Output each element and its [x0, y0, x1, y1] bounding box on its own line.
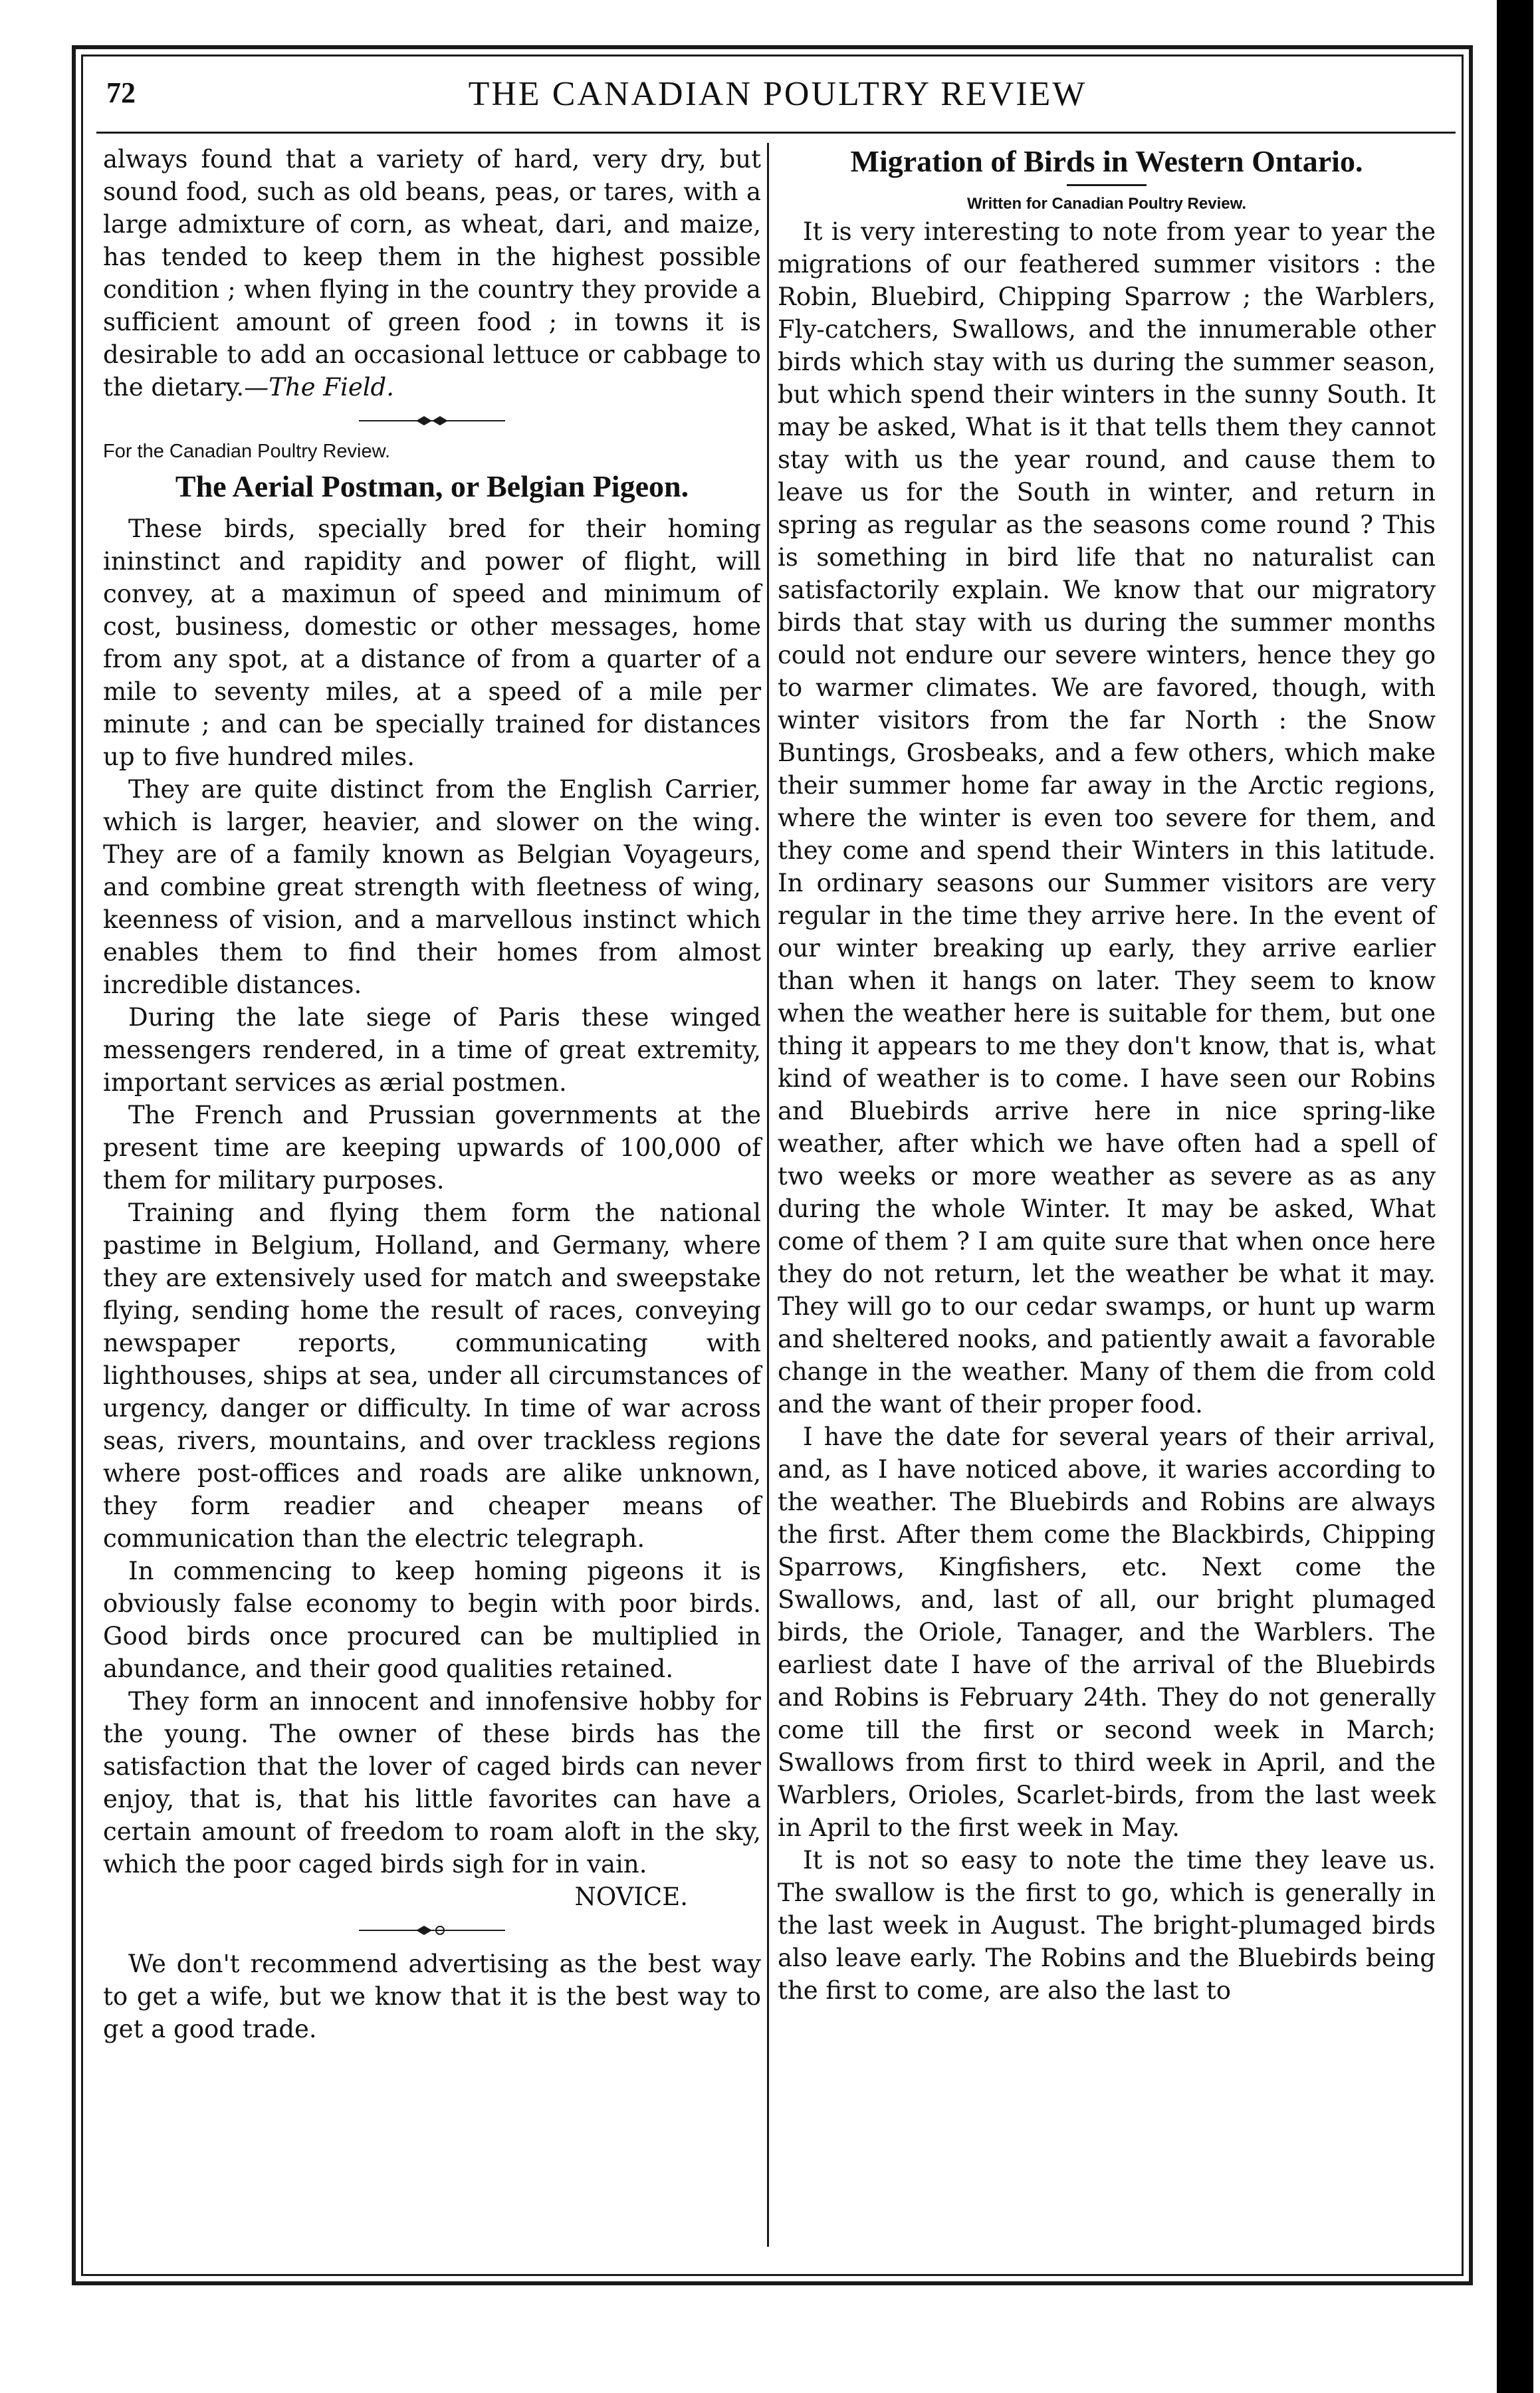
written-for-note: Written for Canadian Poultry Review.	[966, 195, 1247, 213]
right-column	[778, 143, 1436, 2007]
article-paragraph: It is very interesting to note from year to year the migrations of our feathered summer visitors : the Robin, Bluebird, Chipping Sparrow ; the Warblers, Fly-catchers, Swallows, and the innumerable other birds which stay with us during the summer season, but which spend their winters in the sunny South. It may be asked, What is it that tells them they cannot stay with us the year round, and cause them to leave us for the South in winter, and return in spring as regular as the seasons come round ? This is something in bird life that no naturalist can satisfactorily explain. We know that our migratory birds that stay with us during the summer months could not endure our severe winters, hence they go to warmer climates. We are favored, though, with winter visitors from the far North : the Snow Buntings, Grosbeaks, and a few others, which make their summer home far away in the Arctic regions, where the winter is even too severe for them, and they come and spend their Winters in this latitude. In ordinary seasons our Summer visitors are very regular in the time they arrive here. In the event of our winter breaking up early, they arrive earlier than when it hangs on later. They seem to know when the weather here is suitable for them, but one thing it appears to me they don't know, that is, what kind of weather is to come. I have seen our Robins and Bluebirds arrive here in nice spring-like weather, after which we have often had a spell of two weeks or more weather as severe as as any during the whole Winter. It may be asked, What come of them ? I am quite sure that when once here they do not return, let the weather be what it may. They will go to our cedar swamps, or hunt up warm and sheltered nooks, and patiently await a favorable change in the weather. Many of them die from cold and the want of their proper food.	[778, 217, 1436, 1419]
article-paragraph: The French and Prussian governments at the present time are keeping upwards of 100,000 of them for military purposes.	[103, 1101, 761, 1195]
left-column	[103, 143, 761, 2045]
article-title: Migration of Birds in Western Ontario.	[850, 144, 1363, 178]
publication-title: THE CANADIAN POULTRY REVIEW	[468, 75, 1087, 113]
page-header	[96, 66, 1459, 126]
closing-note: We don't recommend advertising as the best way to get a wife, but we know that it is the best way to get a good trade.	[103, 1950, 761, 2043]
continued-source: —The Field.	[244, 373, 394, 401]
article-paragraph: During the late siege of Paris these winged messengers rendered, in a time of great extremity, important services as ærial postmen.	[103, 1003, 761, 1097]
author-signature: NOVICE.	[574, 1882, 688, 1911]
article-paragraph: These birds, specially bred for their homing ininstinct and rapidity and power of flight, will convey, at a maximun of speed and minimum of cost, business, domestic or other messages, home from any spot, at a distance of from a quarter of a mile to seventy miles, at a speed of a mile per minute ; and can be specially trained for distances up to five hundred miles.	[103, 514, 761, 771]
ornament-divider	[352, 1922, 512, 1938]
page-number: 72	[106, 76, 136, 109]
column-divider	[767, 143, 769, 2247]
article-paragraph: They are quite distinct from the English Carrier, which is larger, heavier, and slower on the wing. They are of a family known as Belgian Voyageurs, and combine great strength with fleetness of wing, keenness of vision, and a marvellous instinct which enables them to find their homes from almost incredible distances.	[103, 775, 761, 999]
article-paragraph: They form an innocent and innofensive hobby for the young. The owner of these birds has the satisfaction that the lover of caged birds can never enjoy, that is, that his little favorites can have a certain amount of freedom to roam aloft in the sky, which the poor caged birds sigh for in vain.	[103, 1687, 761, 1879]
article-paragraph: It is not so easy to note the time they leave us. The swallow is the first to go, which is generally in the last week in August. The bright-plumaged birds also leave early. The Robins and the Bluebirds being the first to come, are also the last to	[778, 1846, 1436, 2005]
article-paragraph: I have the date for several years of their arrival, and, as I have noticed above, it waries according to the weather. The Bluebirds and Robins are always the first. After them come the Blackbirds, Chipping Sparrows, Kingfishers, etc. Next come the Swallows, and, last of all, our bright plumaged birds, the Oriole, Tanager, and the Warblers. The earliest date I have of the arrival of the Bluebirds and Robins is February 24th. They do not generally come till the first or second week in March; Swallows from first to third week in April, and the Warblers, Orioles, Scarlet-birds, from the last week in April to the first week in May.	[778, 1423, 1436, 1842]
article-paragraph: In commencing to keep homing pigeons it is obviously false economy to begin with poor birds. Good birds once procured can be multiplied in abundance, and their good qualities retained.	[103, 1557, 761, 1683]
article-title: The Aerial Postman, or Belgian Pigeon.	[175, 469, 689, 503]
header-rule	[96, 132, 1456, 134]
continued-text: always found that a variety of hard, very dry, but sound food, such as old beans, peas, or tares, with a large admixture of corn, as wheat, dari, and maize, has tended to keep them in the highest possible condition ; when flying in the country they provide a sufficient amount of green food ; in towns it is desirable to add an occasional lettuce or cabbage to the dietary.	[103, 145, 761, 401]
byline-note: For the Canadian Poultry Review.	[103, 441, 390, 462]
title-rule	[1067, 184, 1147, 186]
continued-article	[103, 143, 761, 403]
scan-edge	[1497, 0, 1533, 2393]
article-paragraph: Training and flying them form the national pastime in Belgium, Holland, and Germany, where they are extensively used for match and sweepstake flying, sending home the result of races, conveying newspaper reports, communicating with lighthouses, ships at sea, under all circumstances of urgency, danger or difficulty. In time of war across seas, rivers, mountains, and over trackless regions where post-offices and roads are alike unknown, they form readier and cheaper means of communication than the electric telegraph.	[103, 1198, 761, 1553]
ornament-divider	[352, 413, 512, 429]
